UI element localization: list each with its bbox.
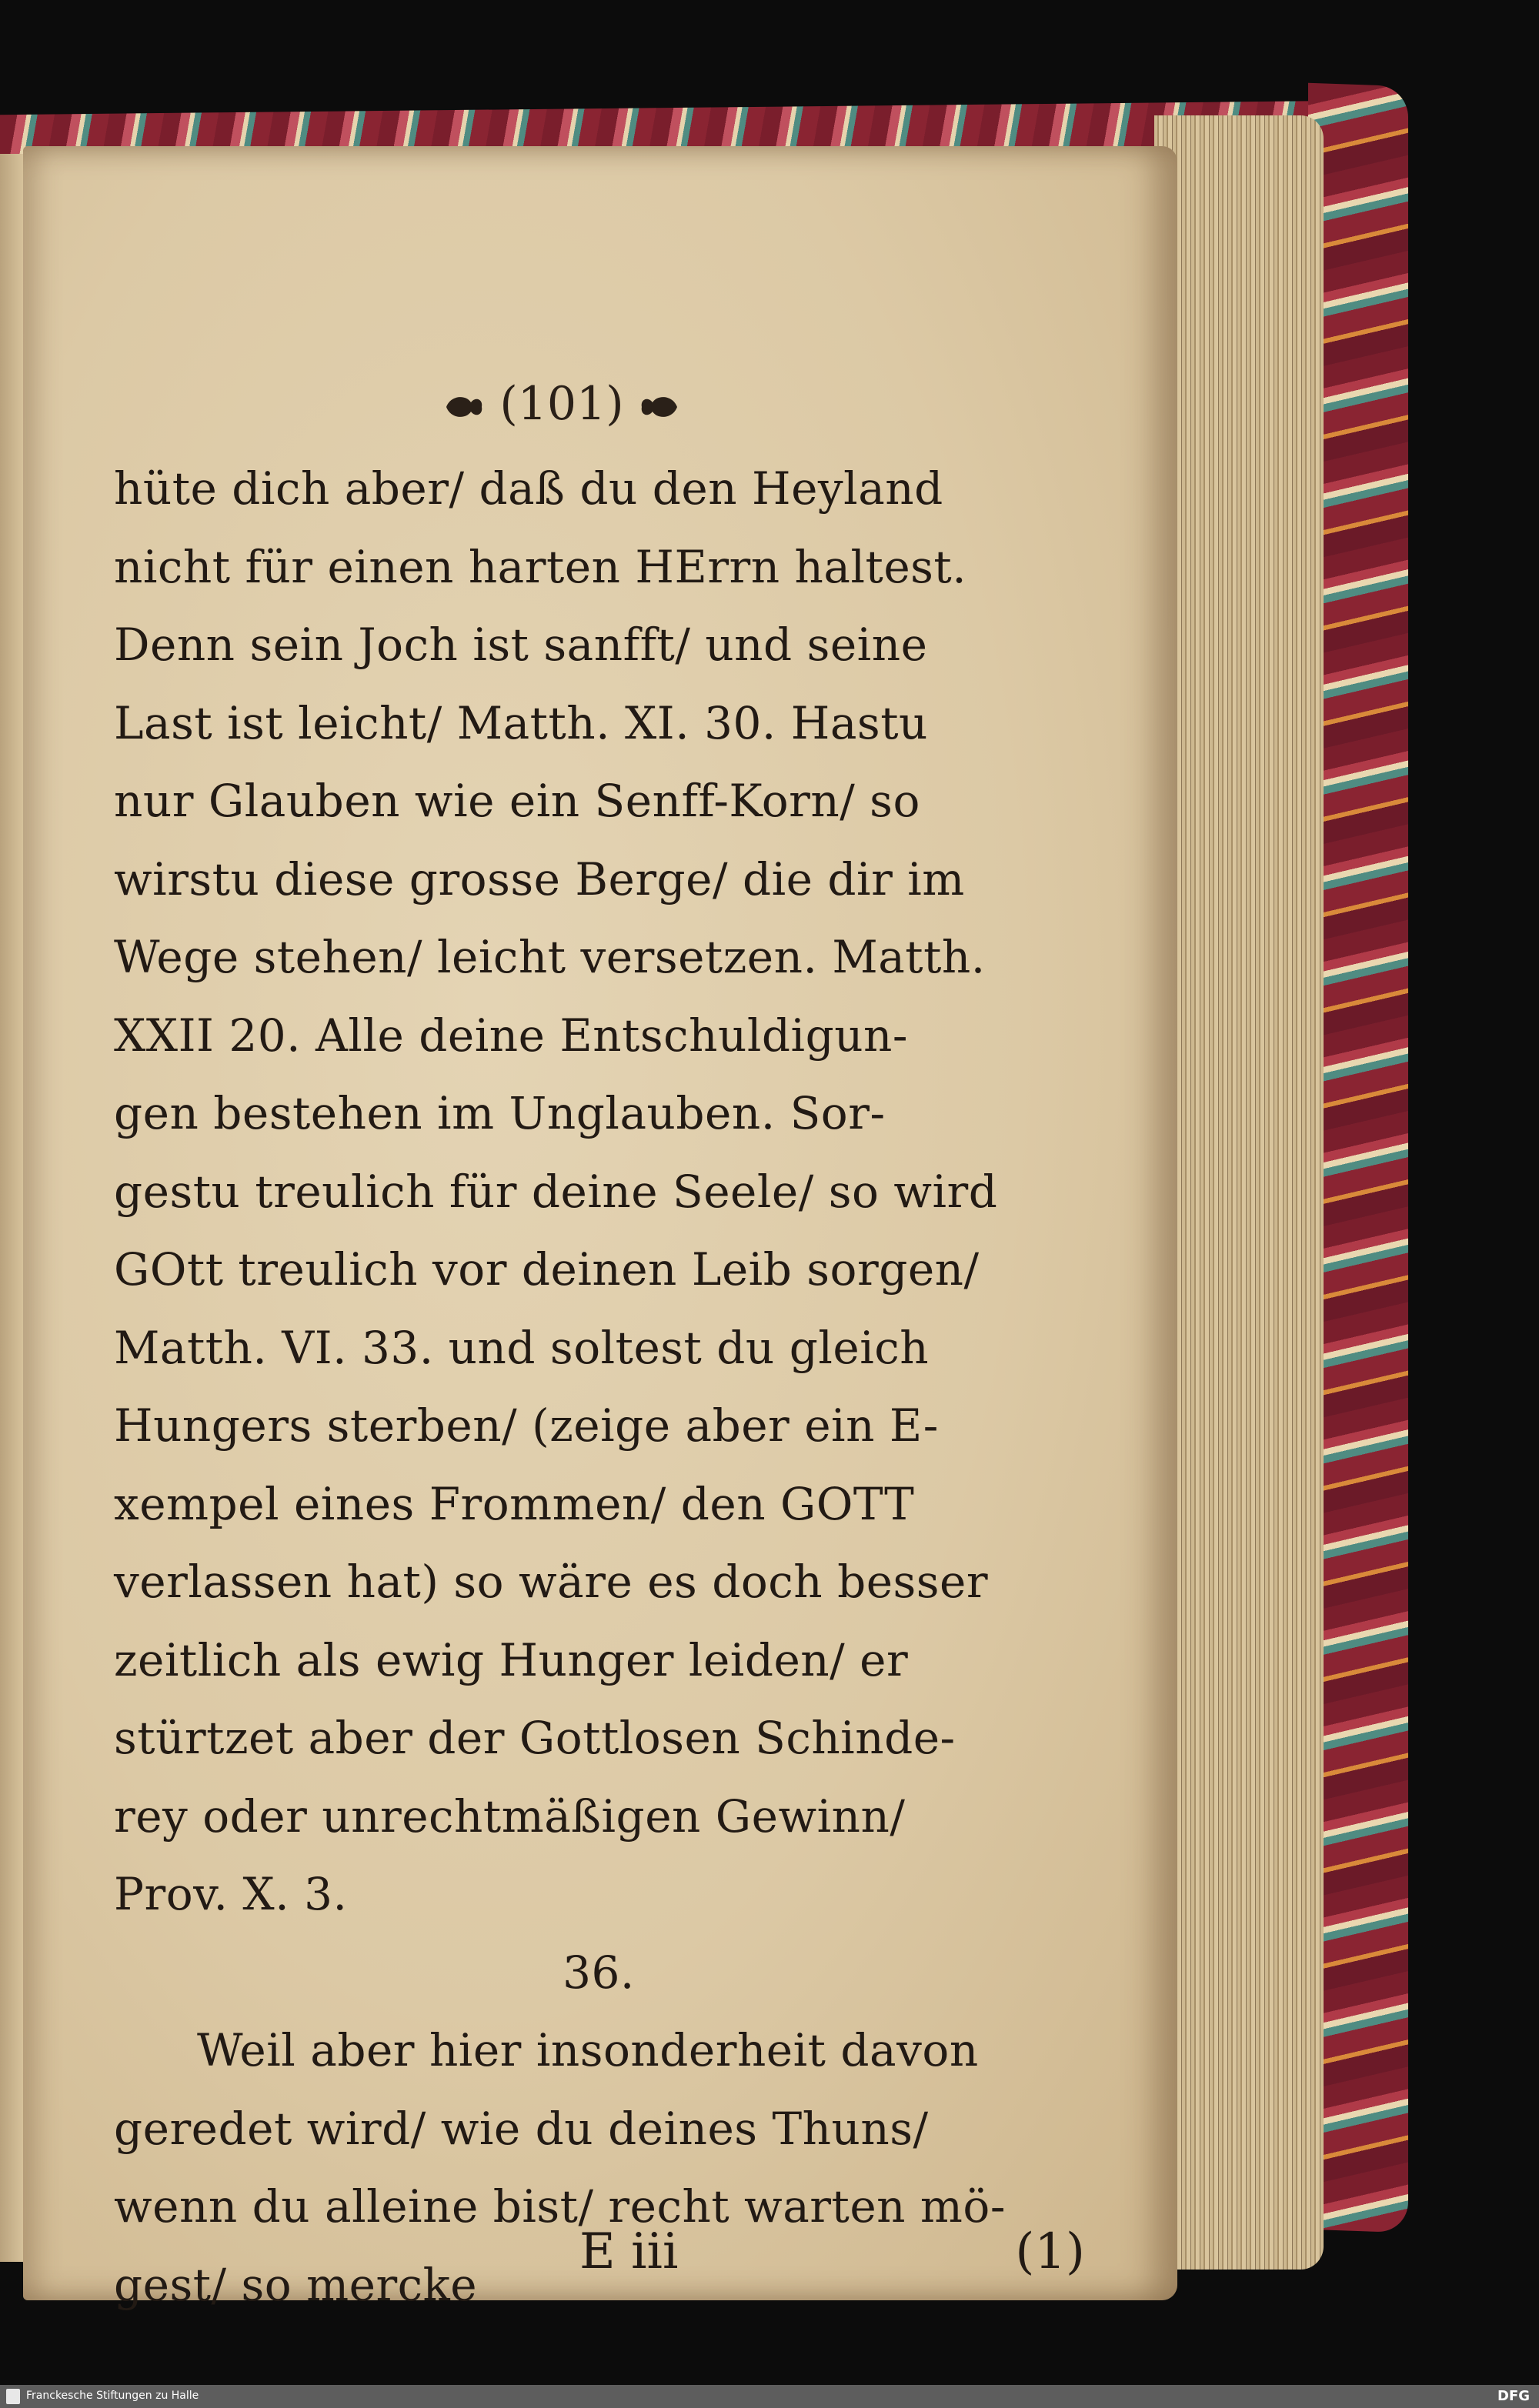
- left-page-sliver: [0, 154, 23, 2262]
- text-line: verlassen hat) so wäre es doch besser: [114, 1556, 989, 1608]
- text-line: hüte dich aber/ daß du den Heyland: [114, 462, 943, 515]
- dfg-logo: DFG: [1497, 2388, 1530, 2404]
- text-line: GOtt treulich vor deinen Leib sorgen/: [114, 1243, 980, 1296]
- left-ornament-icon: [443, 392, 485, 422]
- text-line: geredet wird/ wie du deines Thuns/: [114, 2102, 929, 2155]
- text-line: wirstu diese grosse Berge/ die dir im: [114, 852, 965, 906]
- text-line: Hungers sterben/ (zeige aber ein E-: [114, 1399, 939, 1452]
- text-line: Prov. X. 3.: [114, 1868, 348, 1920]
- text-line: gestu treulich für deine Seele/ so wird: [114, 1165, 998, 1218]
- page-footer: [114, 2223, 1085, 2300]
- institution-logo-icon: [6, 2389, 20, 2404]
- text-line: stürtzet aber der Gottlosen Schinde-: [114, 1712, 956, 1764]
- book-page: [23, 146, 1177, 2311]
- catchword: (1): [1015, 2223, 1085, 2280]
- institution-name: Franckesche Stiftungen zu Halle: [26, 2390, 199, 2402]
- text-line: wenn du alleine bist/ recht warten mö-: [114, 2180, 1006, 2233]
- page-number: (101): [499, 377, 624, 431]
- text-line: Wege stehen/ leicht versetzen. Matth.: [114, 931, 986, 983]
- footer-bar: [0, 2385, 1539, 2408]
- text-line: zeitlich als ewig Hunger leiden/ er: [114, 1633, 909, 1686]
- text-line: xempel eines Frommen/ den GOTT: [114, 1477, 915, 1530]
- page-stack-edge: [1154, 115, 1324, 2270]
- text-line: Matth. VI. 33. und soltest du gleich: [114, 1321, 930, 1374]
- page-header: [23, 377, 1100, 431]
- text-line: Weil aber hier insonderheit davon: [197, 2024, 979, 2076]
- text-line: nur Glauben wie ein Senff-Korn/ so: [114, 775, 920, 827]
- right-ornament-icon: [639, 392, 680, 422]
- signature-mark: E iii: [579, 2223, 679, 2280]
- text-line: gest/ so mercke: [114, 2258, 478, 2311]
- section-number: 36.: [563, 1946, 635, 1999]
- text-line: nicht für einen harten HErrn haltest.: [114, 540, 967, 593]
- text-line: XXII 20. Alle deine Entschuldigun-: [114, 1009, 908, 1062]
- body-text: [114, 450, 1083, 2324]
- text-line: rey oder unrechtmäßigen Gewinn/: [114, 1789, 906, 1843]
- text-line: Last ist leicht/ Matth. XI. 30. Hastu: [114, 696, 928, 749]
- text-line: Denn sein Joch ist sanfft/ und seine: [114, 619, 928, 671]
- text-line: gen bestehen im Unglauben. Sor-: [114, 1087, 886, 1139]
